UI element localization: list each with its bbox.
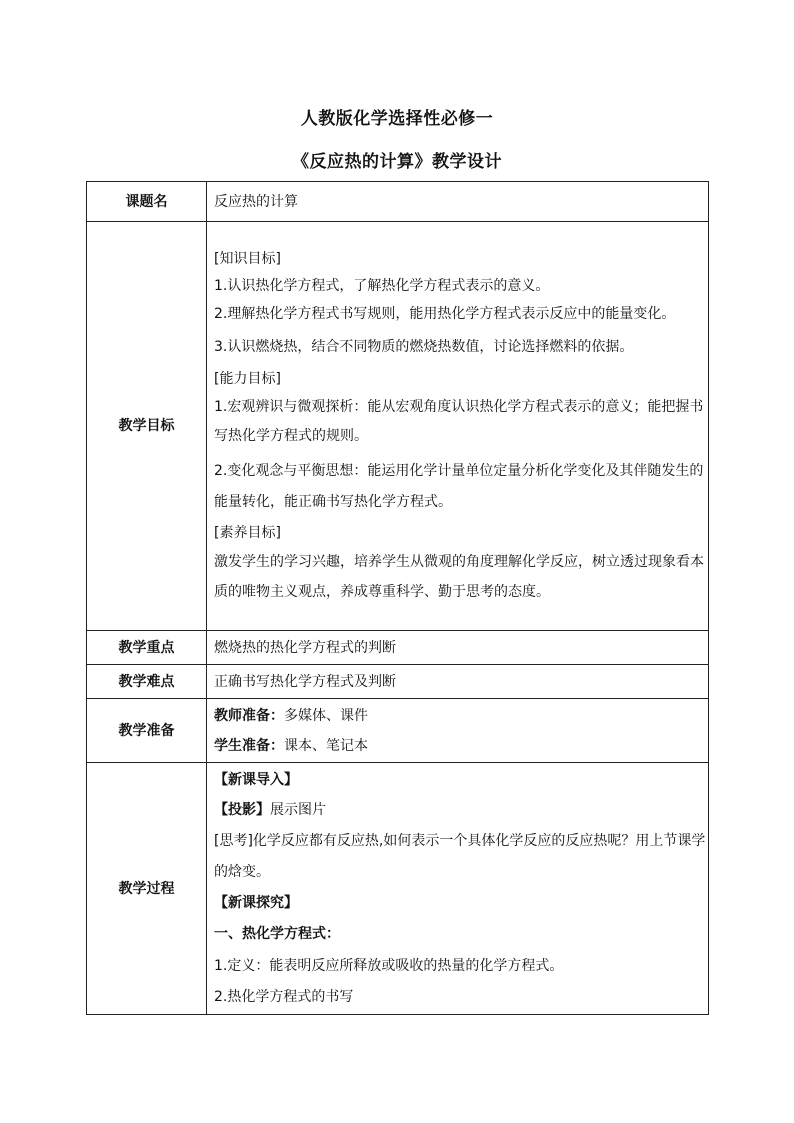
student-preparation-label: 学生准备： [214, 737, 284, 754]
preparation-label: 教学准备 [87, 699, 207, 763]
literacy-heading: [素养目标] [214, 524, 281, 541]
knowledge-item-2: 2.理解热化学方程式书写规则，能用热化学方程式表示反应中的能量变化。 [214, 305, 676, 322]
knowledge-heading: [知识目标] [214, 250, 281, 267]
ability-item-2: 2.变化观念与平衡思想：能运用化学计量单位定量分析化学变化及其伴随发生的能量转化，能正确书写热化学方程式。 [214, 462, 704, 510]
student-preparation [214, 731, 706, 761]
table-row-key-point [87, 631, 709, 665]
table-row-preparation [87, 699, 709, 763]
ability-heading: [能力目标] [214, 370, 281, 387]
table-row-process [87, 763, 709, 1015]
table-row-objectives [87, 222, 709, 631]
process-item-1: 1.定义：能表明反应所释放或吸收的热量的化学方程式。 [214, 958, 564, 974]
process-item-2: 2.热化学方程式的书写 [214, 989, 354, 1005]
projection-line [214, 795, 706, 826]
document-subtitle: 《反应热的计算》教学设计 [292, 152, 502, 172]
difficulty-label: 教学难点 [87, 665, 207, 699]
literacy-item-1: 激发学生的学习兴趣，培养学生从微观的角度理解化学反应，树立透过现象看本质的唯物主义观点，养成尊重科学、勤于思考的态度。 [214, 553, 704, 600]
ability-item-1: 1.宏观辨识与微观探析：能从宏观角度认识热化学方程式表示的意义；能把握书写热化学方程式的规则。 [214, 398, 704, 444]
projection-text: 展示图片 [270, 802, 326, 818]
knowledge-item-3: 3.认识燃烧热，结合不同物质的燃烧热数值，讨论选择燃料的依据。 [214, 338, 634, 355]
preparation-content [207, 699, 709, 763]
process-content [207, 763, 709, 1015]
think-text: [思考]化学反应都有反应热,如何表示一个具体化学反应的反应热呢？用上节课学的焓变。 [214, 833, 706, 880]
knowledge-item-1: 1.认识热化学方程式，了解热化学方程式表示的意义。 [214, 277, 550, 294]
topic-label: 课题名 [87, 182, 207, 222]
section-1-heading: 一、热化学方程式： [214, 926, 340, 942]
intro-heading: 【新课导入】 [214, 772, 298, 788]
document-title: 人教版化学选择性必修一 [300, 109, 494, 129]
student-preparation-value: 课本、笔记本 [284, 737, 368, 754]
key-point-value: 燃烧热的热化学方程式的判断 [207, 631, 709, 665]
process-label: 教学过程 [87, 763, 207, 1015]
topic-value: 反应热的计算 [207, 182, 709, 222]
difficulty-value: 正确书写热化学方程式及判断 [207, 665, 709, 699]
table-row-difficulty [87, 665, 709, 699]
teacher-preparation-label: 教师准备： [214, 707, 284, 724]
teacher-preparation-value: 多媒体、课件 [284, 707, 368, 724]
table-row-topic [87, 182, 709, 222]
key-point-label: 教学重点 [87, 631, 207, 665]
objectives-content [207, 222, 709, 631]
lesson-plan-table [86, 181, 709, 1015]
explore-heading: 【新课探究】 [214, 895, 298, 911]
projection-tag: 【投影】 [214, 802, 270, 818]
teacher-preparation [214, 701, 706, 731]
objectives-label: 教学目标 [87, 222, 207, 631]
